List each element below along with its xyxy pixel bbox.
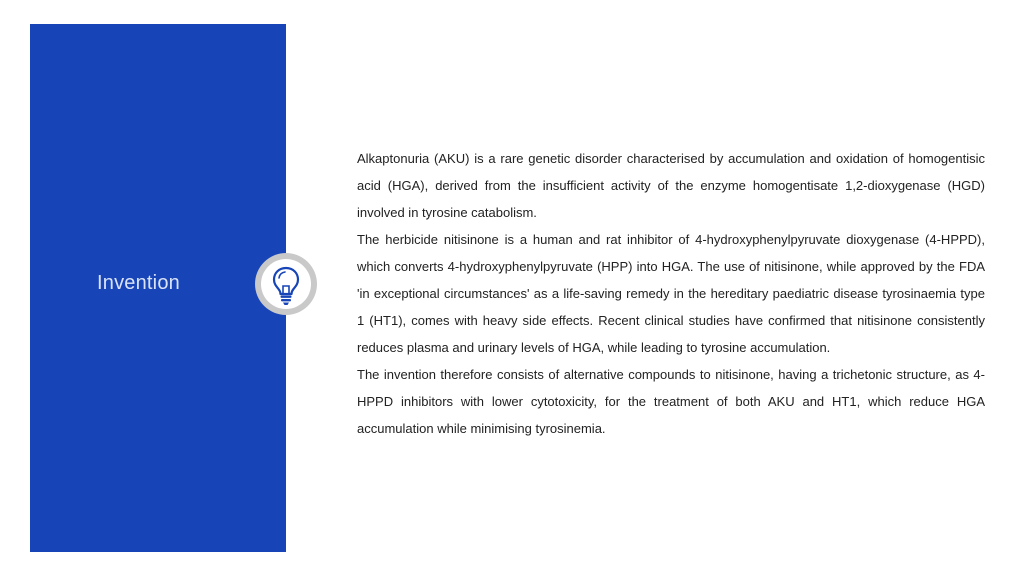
section-title: Invention xyxy=(97,272,180,294)
description-text xyxy=(357,145,985,442)
lightbulb-icon xyxy=(255,253,317,315)
paragraph-nitisinone: The herbicide nitisinone is a human and rat inhibitor of 4-hydroxyphenylpyruvate dioxygenase (4-HPPD), which converts 4-hydroxyphenylpyruvate (HPP) into HGA. The use of nitisinone, while approved by the FDA 'in exceptional circumstances' as a life-saving remedy in the hereditary paediatric disease tyrosinaemia type 1 (HT1), comes with heavy side effects. Recent clinical studies have confirmed that nitisinone consistently reduces plasma and urinary levels of HGA, while leading to tyrosine accumulation. xyxy=(357,232,985,355)
paragraph-invention-summary: The invention therefore consists of alternative compounds to nitisinone, having a trichetonic structure, as 4-HPPD inhibitors with lower cytotoxicity, for the treatment of both AKU and HT1, which reduce HGA accumulation while minimising tyrosinemia. xyxy=(357,367,985,436)
icon-badge xyxy=(255,253,317,315)
paragraph-aku-definition: Alkaptonuria (AKU) is a rare genetic disorder characterised by accumulation and oxidation of homogentisic acid (HGA), derived from the insufficient activity of the enzyme homogentisate 1,2-dioxygenase (HGD) involved in tyrosine catabolism. xyxy=(357,151,985,220)
